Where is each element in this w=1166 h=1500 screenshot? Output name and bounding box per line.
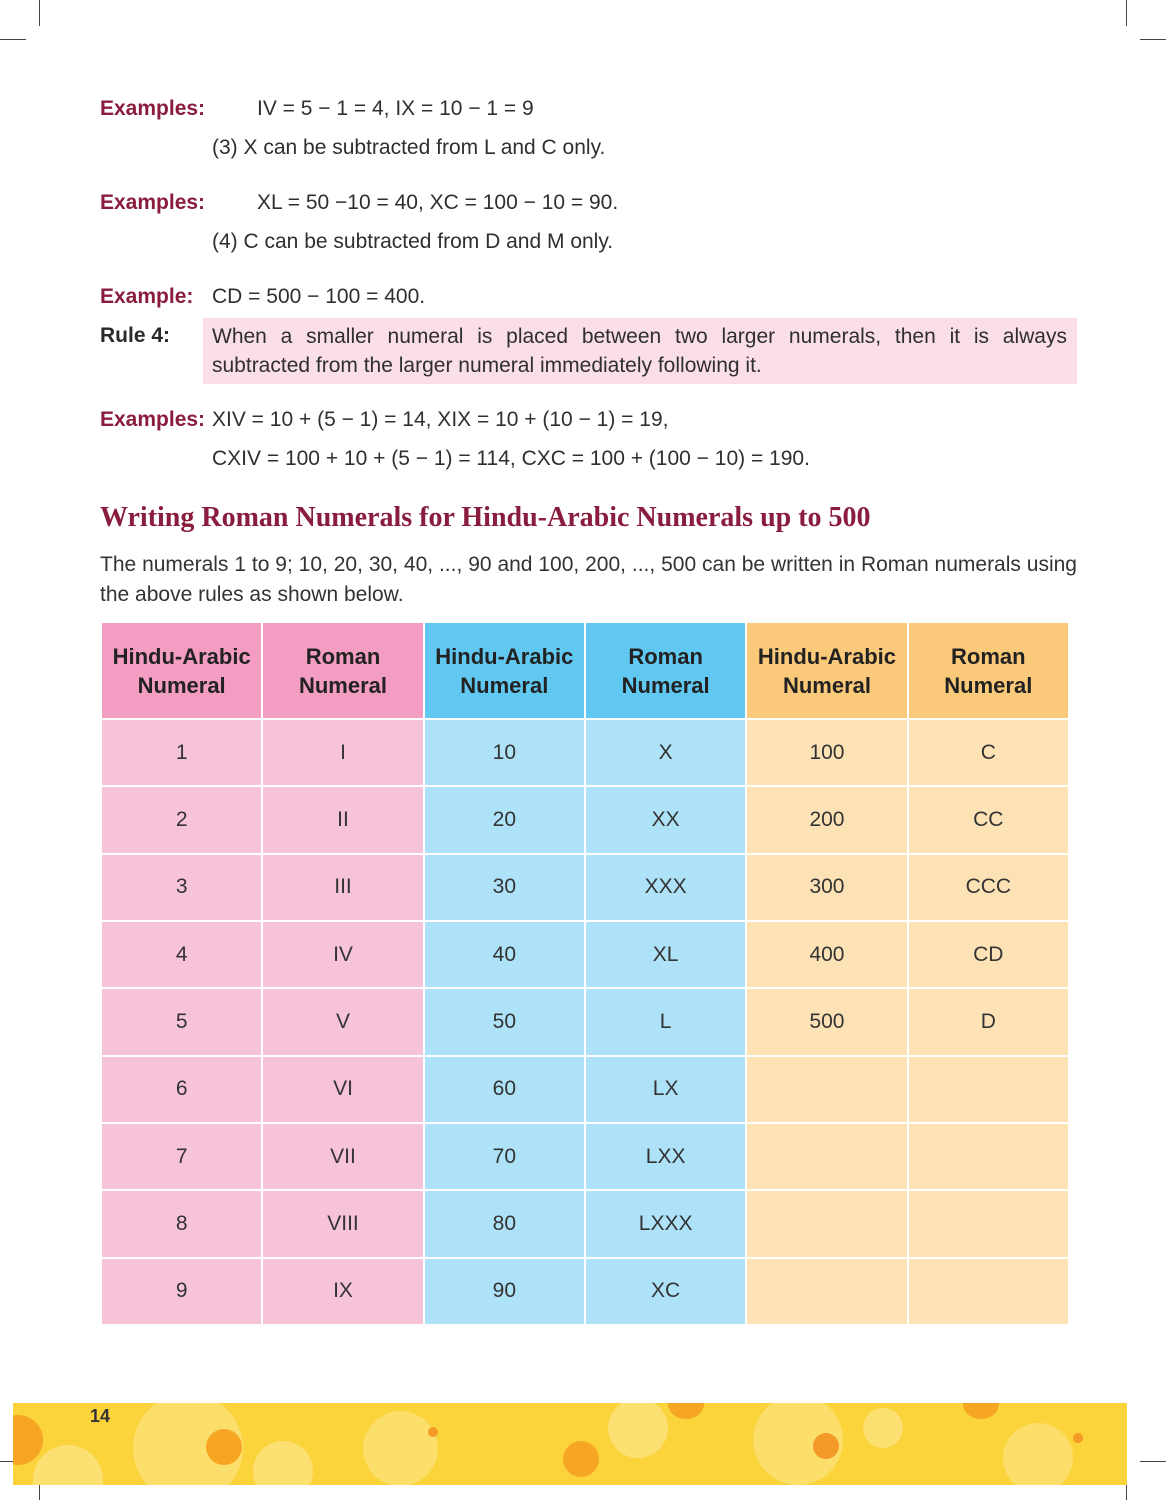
hindu-arabic-cell: 2 [101,786,262,853]
table-header-row [101,622,1069,719]
hindu-arabic-cell: 200 [746,786,907,853]
roman-cell: IV [262,921,423,988]
roman-cell: D [908,988,1069,1055]
roman-cell: CC [908,786,1069,853]
roman-cell [908,1123,1069,1190]
roman-cell: XXX [585,854,746,921]
hindu-arabic-cell: 9 [101,1258,262,1325]
roman-cell: VI [262,1056,423,1123]
decorative-circle [13,1415,43,1465]
table-body [101,719,1069,1325]
table-row [101,921,1069,988]
example-label: Example: [100,285,194,308]
section-title: Writing Roman Numerals for Hindu-Arabic Numerals up to 500 [100,502,871,533]
crop-mark [0,39,26,40]
hindu-arabic-cell: 5 [101,988,262,1055]
example-text: IV = 5 − 1 = 4, IX = 10 − 1 = 9 [257,97,534,120]
roman-cell: XL [585,921,746,988]
roman-cell: XX [585,786,746,853]
roman-cell [908,1056,1069,1123]
hindu-arabic-cell: 70 [424,1123,585,1190]
hindu-arabic-cell: 50 [424,988,585,1055]
hindu-arabic-cell: 100 [746,719,907,786]
hindu-arabic-cell: 90 [424,1258,585,1325]
hindu-arabic-cell: 4 [101,921,262,988]
example-text: XL = 50 −10 = 40, XC = 100 − 10 = 90. [257,191,619,214]
decorative-circle [813,1433,839,1459]
hindu-arabic-cell: 10 [424,719,585,786]
hindu-arabic-cell: 400 [746,921,907,988]
column-header: Hindu-Arabic Numeral [746,622,907,719]
rule-4-box [203,318,1077,384]
column-header: Hindu-Arabic Numeral [424,622,585,719]
roman-cell: III [262,854,423,921]
roman-cell: IX [262,1258,423,1325]
decorative-circle [253,1441,313,1485]
roman-cell: C [908,719,1069,786]
decorative-circle [668,1403,704,1419]
examples-label: Examples: [100,408,206,431]
example-text: XIV = 10 + (5 − 1) = 14, XIX = 10 + (10 − 1) = 19, [212,408,669,431]
column-header: Hindu-Arabic Numeral [101,622,262,719]
examples-label: Examples: [100,191,206,214]
decorative-circle [33,1445,103,1485]
table-row [101,988,1069,1055]
example-text: CXIV = 100 + 10 + (5 − 1) = 114, CXC = 100 + (100 − 10) = 190. [212,447,810,470]
crop-mark [1140,1461,1166,1462]
decorative-circle [608,1403,668,1458]
hindu-arabic-cell: 8 [101,1190,262,1257]
hindu-arabic-cell: 7 [101,1123,262,1190]
hindu-arabic-cell: 40 [424,921,585,988]
crop-mark [39,0,40,26]
table-row [101,786,1069,853]
roman-cell [908,1258,1069,1325]
crop-mark [1126,0,1127,26]
rule-4-text: When a smaller numeral is placed between two larger numerals, then it is always subtracted from the larger numeral immediately following it. [212,325,1067,377]
hindu-arabic-cell: 1 [101,719,262,786]
decorative-circle [428,1427,438,1437]
roman-cell: II [262,786,423,853]
decorative-circle [1003,1423,1073,1485]
table-row [101,1056,1069,1123]
hindu-arabic-cell: 80 [424,1190,585,1257]
hindu-arabic-cell: 30 [424,854,585,921]
hindu-arabic-cell: 60 [424,1056,585,1123]
section-intro: The numerals 1 to 9; 10, 20, 30, 40, ..., 90 and 100, 200, ..., 500 can be written in Roman numerals using the above rules as shown below. [100,553,1077,606]
decorative-circle [363,1411,438,1485]
column-header: Roman Numeral [908,622,1069,719]
roman-cell: L [585,988,746,1055]
roman-cell: VIII [262,1190,423,1257]
roman-cell: CCC [908,854,1069,921]
hindu-arabic-cell: 300 [746,854,907,921]
footer-band [13,1403,1127,1485]
roman-cell: LXX [585,1123,746,1190]
hindu-arabic-cell [746,1190,907,1257]
column-header: Roman Numeral [585,622,746,719]
roman-cell: V [262,988,423,1055]
table-row [101,719,1069,786]
table-row [101,1190,1069,1257]
roman-cell: LXXX [585,1190,746,1257]
table-row [101,854,1069,921]
example-text: CD = 500 − 100 = 400. [212,285,426,308]
roman-cell: CD [908,921,1069,988]
roman-cell: XC [585,1258,746,1325]
page-number: 14 [90,1406,111,1426]
decorative-circle [206,1429,242,1465]
column-header: Roman Numeral [262,622,423,719]
decorative-circle [563,1441,599,1477]
hindu-arabic-cell: 6 [101,1056,262,1123]
roman-cell: LX [585,1056,746,1123]
rule-item-4: (4) C can be subtracted from D and M only. [212,230,614,253]
crop-mark [1140,39,1166,40]
hindu-arabic-cell [746,1258,907,1325]
roman-cell [908,1190,1069,1257]
decorative-circle [863,1408,903,1448]
hindu-arabic-cell: 3 [101,854,262,921]
examples-label: Examples: [100,97,206,120]
table-row [101,1258,1069,1325]
decorative-circle [963,1403,999,1419]
roman-cell: VII [262,1123,423,1190]
hindu-arabic-cell: 20 [424,786,585,853]
roman-cell: I [262,719,423,786]
rule-item-3: (3) X can be subtracted from L and C only. [212,136,606,159]
hindu-arabic-cell [746,1056,907,1123]
decorative-circle [1073,1433,1083,1443]
numeral-table [100,621,1070,1326]
rule-4-label: Rule 4: [100,324,171,347]
hindu-arabic-cell: 500 [746,988,907,1055]
roman-cell: X [585,719,746,786]
table-row [101,1123,1069,1190]
hindu-arabic-cell [746,1123,907,1190]
